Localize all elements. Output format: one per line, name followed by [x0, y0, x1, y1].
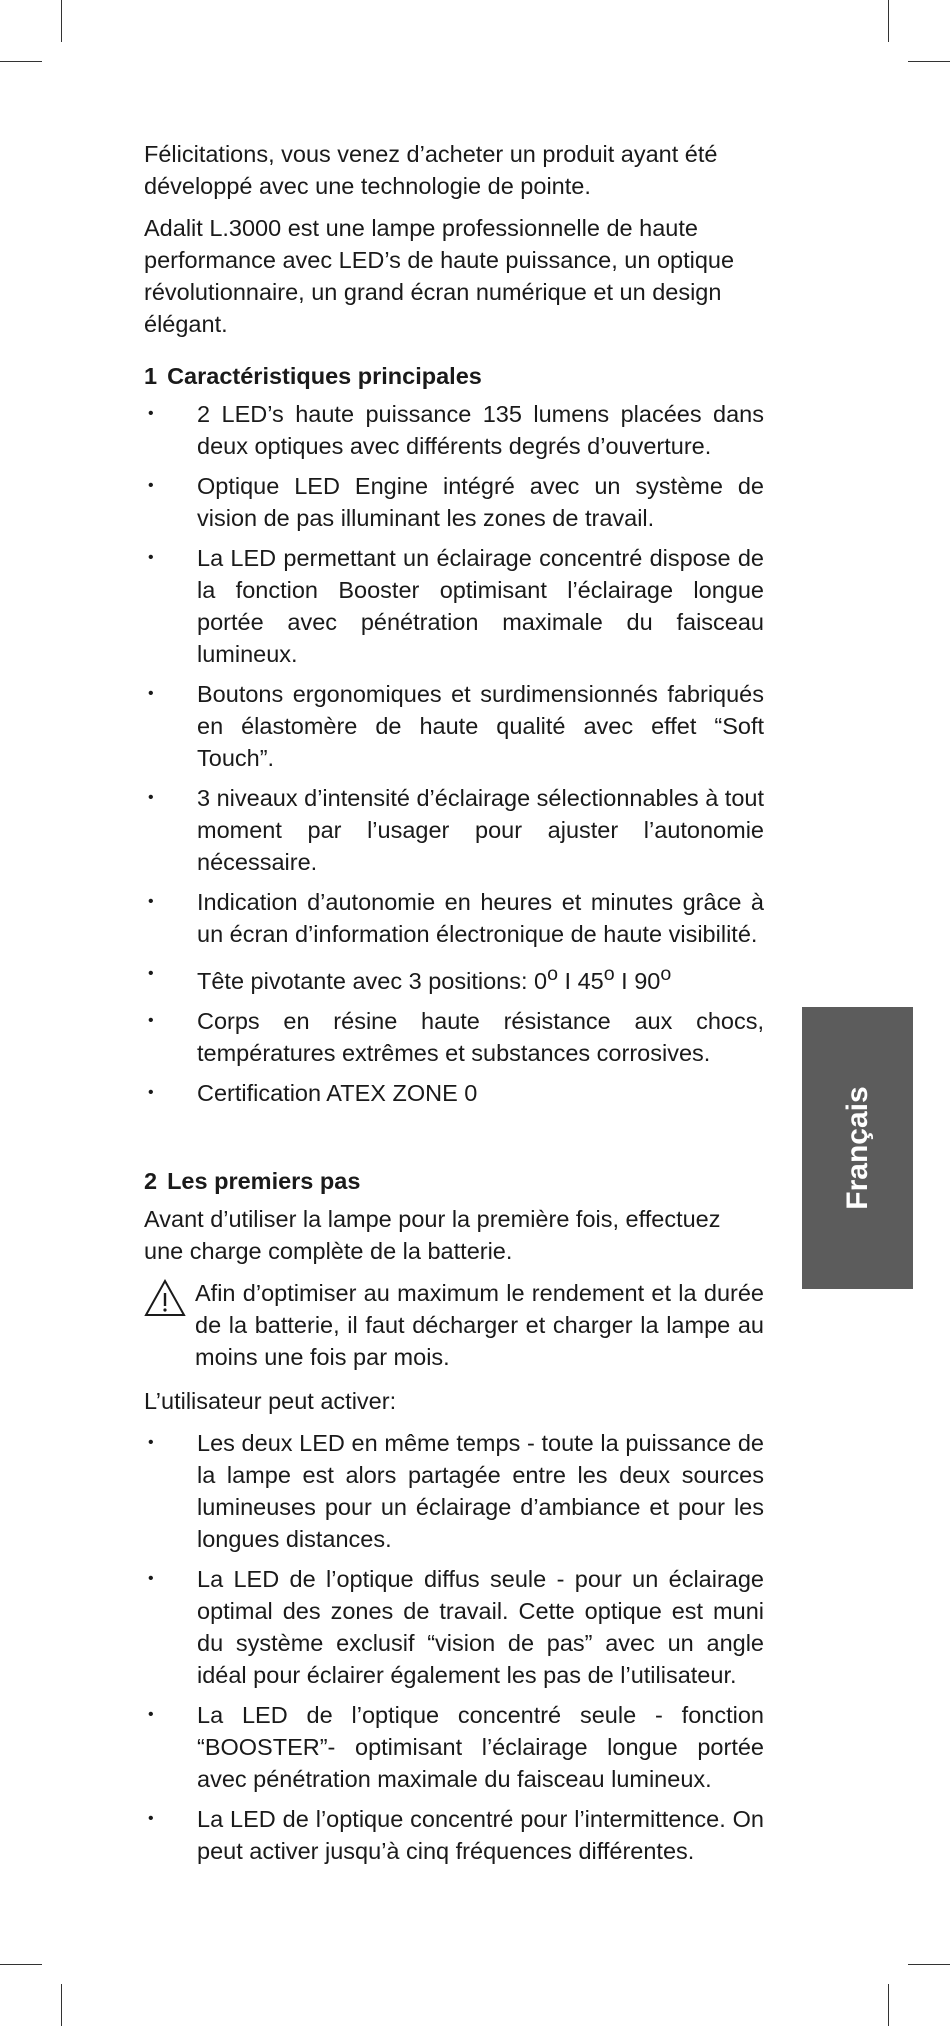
language-label: Français: [840, 1086, 874, 1210]
bullet: •: [148, 1569, 154, 1587]
warning-text: Afin d’optimiser au maximum le rendement et la durée de la batterie, il faut décharger et charger la lampe au moins une fois par mois.: [195, 1279, 764, 1370]
list-item: • Les deux LED en même temps - toute la puissance de la lampe est alors partagée entre les deux sources lumineuses pour un éclairage d’ambiance et pour les longues distances.: [144, 1427, 764, 1555]
crop-mark: [888, 0, 889, 42]
bullet: •: [148, 893, 154, 910]
crop-mark: [61, 0, 62, 42]
crop-mark: [908, 1964, 950, 1965]
list-item: • Boutons ergonomiques et surdimensionnés fabriqués en élastomère de haute qualité avec effet “Soft Touch”.: [144, 678, 764, 774]
crop-mark: [61, 1984, 62, 2026]
language-tab: [802, 1007, 913, 1289]
crop-mark: [908, 61, 950, 62]
bullet: •: [148, 965, 154, 982]
bullet: •: [148, 1705, 154, 1723]
list-item: • La LED de l’optique concentré pour l’intermittence. On peut activer jusqu’à cinq fréquences différentes.: [144, 1803, 764, 1867]
warning-note: [144, 1277, 764, 1373]
bullet: •: [148, 1433, 154, 1451]
list-item: • La LED permettant un éclairage concentré dispose de la fonction Booster optimisant l’éclairage longue portée avec pénétration maximale du faisceau lumineux.: [144, 542, 764, 670]
manual-page-content: [144, 138, 764, 1877]
list-item: • La LED de l’optique diffus seule - pour un éclairage optimal des zones de travail. Cette optique est muni du système exclusif “vision de pas” avec un angle idéal pour éclairer également les pas de l’utilisateur.: [144, 1563, 764, 1691]
warning-triangle-icon: [144, 1279, 186, 1317]
section-title: Les premiers pas: [167, 1167, 361, 1194]
bullet: •: [148, 477, 154, 494]
features-list: [144, 398, 764, 1109]
intro-paragraph: Adalit L.3000 est une lampe professionnelle de haute performance avec LED’s de haute puissance, un optique révolutionnaire, un grand écran numérique et un design élégant.: [144, 215, 735, 337]
list-item: • Indication d’autonomie en heures et minutes grâce à un écran d’information électronique de haute visibilité.: [144, 886, 764, 950]
section-number: 1: [144, 363, 158, 389]
activate-label: L’utilisateur peut activer:: [144, 1387, 397, 1414]
section-intro: Avant d’utiliser la lampe pour la première fois, effectuez une charge complète de la batterie.: [144, 1205, 721, 1264]
list-item: • 2 LED’s haute puissance 135 lumens placées dans deux optiques avec différents degrés d’ouverture.: [144, 398, 764, 462]
crop-mark: [0, 61, 42, 62]
bullet: •: [148, 1083, 154, 1101]
section-heading: [144, 360, 764, 392]
crop-mark: [888, 1984, 889, 2026]
crop-mark: [0, 1964, 42, 1965]
list-item: • 3 niveaux d’intensité d’éclairage sélectionnables à tout moment par l’usager pour ajuster l’autonomie nécessaire.: [144, 782, 764, 878]
intro-paragraph: Félicitations, vous venez d’acheter un produit ayant été développé avec une technologie de pointe.: [144, 141, 718, 199]
pivot-text: Tête pivotante avec 3 positions: 0$^o$ I 45$^o$ I 90$^o$: [197, 963, 672, 994]
section-number: 2: [144, 1167, 158, 1194]
bullet: •: [148, 1011, 154, 1029]
section-title: Caractéristiques principales: [167, 363, 482, 389]
list-item: • Corps en résine haute résistance aux chocs, températures extrêmes et substances corrosives.: [144, 1005, 764, 1069]
list-item: [144, 958, 764, 997]
bullet: •: [148, 405, 154, 422]
bullet: •: [148, 789, 154, 806]
bullet: •: [148, 685, 154, 702]
section-heading: [144, 1165, 764, 1197]
list-item: • La LED de l’optique concentré seule - fonction “BOOSTER”- optimisant l’éclairage longue portée avec pénétration maximale du faisceau lumineux.: [144, 1699, 764, 1795]
bullet: •: [148, 1809, 154, 1827]
list-item: • Certification ATEX ZONE 0: [144, 1077, 764, 1109]
list-item: • Optique LED Engine intégré avec un système de vision de pas illuminant les zones de travail.: [144, 470, 764, 534]
bullet: •: [148, 549, 154, 566]
modes-list: [144, 1427, 764, 1867]
